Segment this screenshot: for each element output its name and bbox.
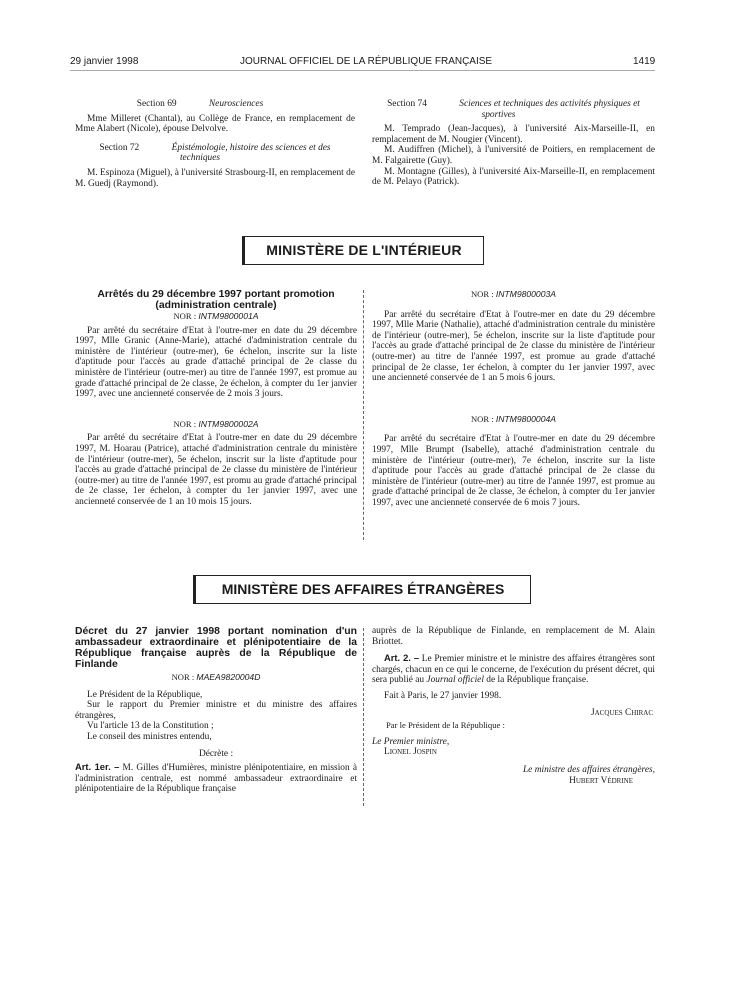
header-journal-title: JOURNAL OFFICIEL DE LA RÉPUBLIQUE FRANÇAISE: [240, 56, 493, 67]
nor-code: INTM9800003A: [495, 289, 557, 299]
nor-code: INTM9800004A: [495, 413, 557, 424]
header-page-number: 1419: [633, 56, 656, 67]
pm-title: Le Premier ministre,: [372, 736, 450, 747]
visa-line: Le Président de la République,: [87, 689, 203, 700]
appointment-paragraph: M. Espinoza (Miguel), à l'université Strasbourg-II, en remplacement de M. Guedj (Raymond).: [75, 167, 355, 189]
article-2-label: Art. 2. –: [384, 652, 420, 664]
nor-code: MAEA9820004D: [196, 672, 261, 682]
section-subject: Neurosciences: [208, 99, 264, 109]
section-heading: Section 72 Épistémologie, histoire des sciences et des techniques: [99, 142, 331, 164]
visa-line: Le conseil des ministres entendu,: [87, 731, 212, 742]
interior-heading: Arrêtés du 29 décembre 1997 portant promotion (administration centrale): [97, 289, 335, 311]
decrete-line: Décrète :: [198, 748, 234, 759]
column-divider: [363, 628, 364, 806]
nor-code: INTM9800002A: [198, 418, 259, 429]
decree-heading: Décret du 27 janvier 1998 portant nomination d'un ambassadeur extraordinaire et plénipotentiaire de la République française auprès de la République de Finlande: [75, 626, 357, 670]
ministry-interior-banner: [242, 236, 484, 265]
appointment-paragraph: M. Audiffren (Michel), à l'université de Poitiers, en remplacement de M. Falgairette (Guy).: [372, 145, 655, 166]
header-date: 29 janvier 1998: [70, 56, 139, 67]
interior-act-3: Par arrêté du secrétaire d'Etat à l'outre-mer en date du 29 décembre 1997, Mlle Marie (Nathalie), attaché d'administration centrale du ministère de l'intérieur (outre-mer), 5e échelon, inscrite sur la liste d'aptitude pour l'accès au grade d'attaché principal de 2e classe du ministère de l'intérieur (outre-mer) au titre de l'année 1997, est promue au grade d'attaché principal de 2e classe, 1er échelon, à compter du 1er janvier 1997, avec une ancienneté conservée de 1 an 5 mois 6 jours.: [372, 309, 655, 384]
nor-code: INTM9800001A: [198, 311, 259, 321]
journal-officiel-italic: Journal officiel: [426, 675, 484, 686]
interior-left-column: [75, 289, 357, 508]
top-right-column: [372, 99, 655, 188]
visa-line: Vu l'article 13 de la Constitution ;: [87, 721, 214, 732]
foreign-affairs-left-column: [75, 626, 357, 795]
article-1: [75, 762, 357, 795]
article-2: Art. 2. – Le Premier ministre et le ministre des affaires étrangères sont chargés, chacun en ce qui le concerne, de l'exécution du présent décret, qui sera publié au Journal officiel de la République française.: [372, 652, 655, 686]
signature-president: Jacques Chirac: [590, 707, 653, 718]
interior-act-1: Par arrêté du secrétaire d'Etat à l'outre-mer en date du 29 décembre 1997, Mlle Granic (Anne-Marie), attaché d'administration centrale du ministère de l'intérieur (outre-mer), 6e échelon, inscrite sur la liste d'aptitude pour l'accès au grade d'attaché principal de 2e classe du ministère de l'intérieur (outre-mer) au titre de l'année 1997, est promue au grade d'attaché principal de 2e classe, 2e échelon, à compter du 1er janvier 1997, avec une ancienneté conservée de 2 mois 3 jours.: [75, 325, 357, 400]
section-subject: Épistémologie, histoire des sciences et des techniques: [171, 142, 331, 164]
nor-line: NOR : INTM9800003A: [470, 289, 557, 299]
section-heading: Section 69 Neurosciences: [75, 99, 355, 110]
appointment-paragraph: Mme Milleret (Chantal), au Collège de France, en remplacement de Mme Alabert (Nicole), épouse Delvolve.: [75, 113, 355, 135]
nor-line: NOR : INTM9800002A: [173, 418, 259, 429]
par-le-president: Par le Président de la République :: [386, 720, 505, 731]
appointment-paragraph: M. Temprado (Jean-Jacques), à l'université Aix-Marseille-II, en remplacement de M. Nougier (Vincent).: [372, 124, 655, 145]
foreign-affairs-right-column: [372, 626, 655, 786]
fait-line: Fait à Paris, le 27 janvier 1998.: [384, 690, 502, 701]
interior-right-column: [372, 289, 655, 509]
interior-act-4: Par arrêté du secrétaire d'Etat à l'outre-mer en date du 29 décembre 1997, Mlle Brumpt (Isabelle), attaché d'administration centrale du ministère de l'intérieur (outre-mer), 7e échelon, inscrite sur la liste d'aptitude pour l'accès au grade d'attaché principal de 2e classe du ministère de l'intérieur (outre-mer) au titre de l'année 1997, est promue au grade d'attaché principal de 2e classe, 3e échelon, à compter du 1er janvier 1997, avec une ancienneté conservée de 6 mois 7 jours.: [372, 434, 655, 508]
ministry-foreign-affairs-banner: [193, 575, 531, 604]
ministry-interior-title: MINISTÈRE DE L'INTÉRIEUR: [266, 242, 462, 258]
article-1-continuation: auprès de la République de Finlande, en remplacement de M. Alain Briottet.: [372, 626, 655, 647]
appointment-paragraph: M. Montagne (Gilles), à l'université Aix-Marseille-II, en remplacement de M. Pelayo (Patrick).: [372, 166, 655, 188]
section-subject: Sciences et techniques des activités physiques et sportives: [459, 99, 640, 120]
top-left-column: [75, 99, 355, 189]
section-heading: Section 74 Sciences et techniques des activités physiques et sportives: [387, 99, 640, 120]
pm-name: Lionel Jospin: [384, 747, 437, 758]
ae-minister-name: Hubert Védrine: [569, 775, 633, 786]
visa-line: Sur le rapport du Premier ministre et du ministre des affaires étrangères,: [75, 700, 357, 721]
column-divider: [363, 290, 364, 540]
interior-act-2: Par arrêté du secrétaire d'Etat à l'outre-mer en date du 29 décembre 1997, M. Hoarau (Patrice), attaché d'administration centrale du ministère de l'intérieur (outre-mer), 5e échelon, inscrit sur la liste d'aptitude pour l'accès au grade d'attaché principal de 2e classe du ministère de l'intérieur (outre-mer) au titre de l'année 1997, est promu au grade d'attaché principal de 2e classe, 1er échelon, à compter du 1er janvier 1997, avec une ancienneté conservée de 1 an 10 mois 15 jours.: [75, 433, 357, 507]
nor-line: NOR : INTM9800004A: [470, 413, 557, 424]
article-1-label: Art. 1er. –: [75, 761, 120, 773]
ministry-foreign-affairs-title: MINISTÈRE DES AFFAIRES ÉTRANGÈRES: [221, 581, 505, 597]
nor-line: NOR : MAEA9820004D: [171, 672, 261, 682]
ae-minister-title: Le ministre des affaires étrangères,: [522, 764, 655, 775]
article-1-text: M. Gilles d'Humières, ministre plénipotentiaire, en mission à l'administration centrale, est nommé ambassadeur extraordinaire et plénipotentiaire de la République française: [75, 763, 358, 795]
nor-line: NOR : INTM9800001A: [173, 311, 259, 321]
header-rule: [70, 70, 655, 71]
